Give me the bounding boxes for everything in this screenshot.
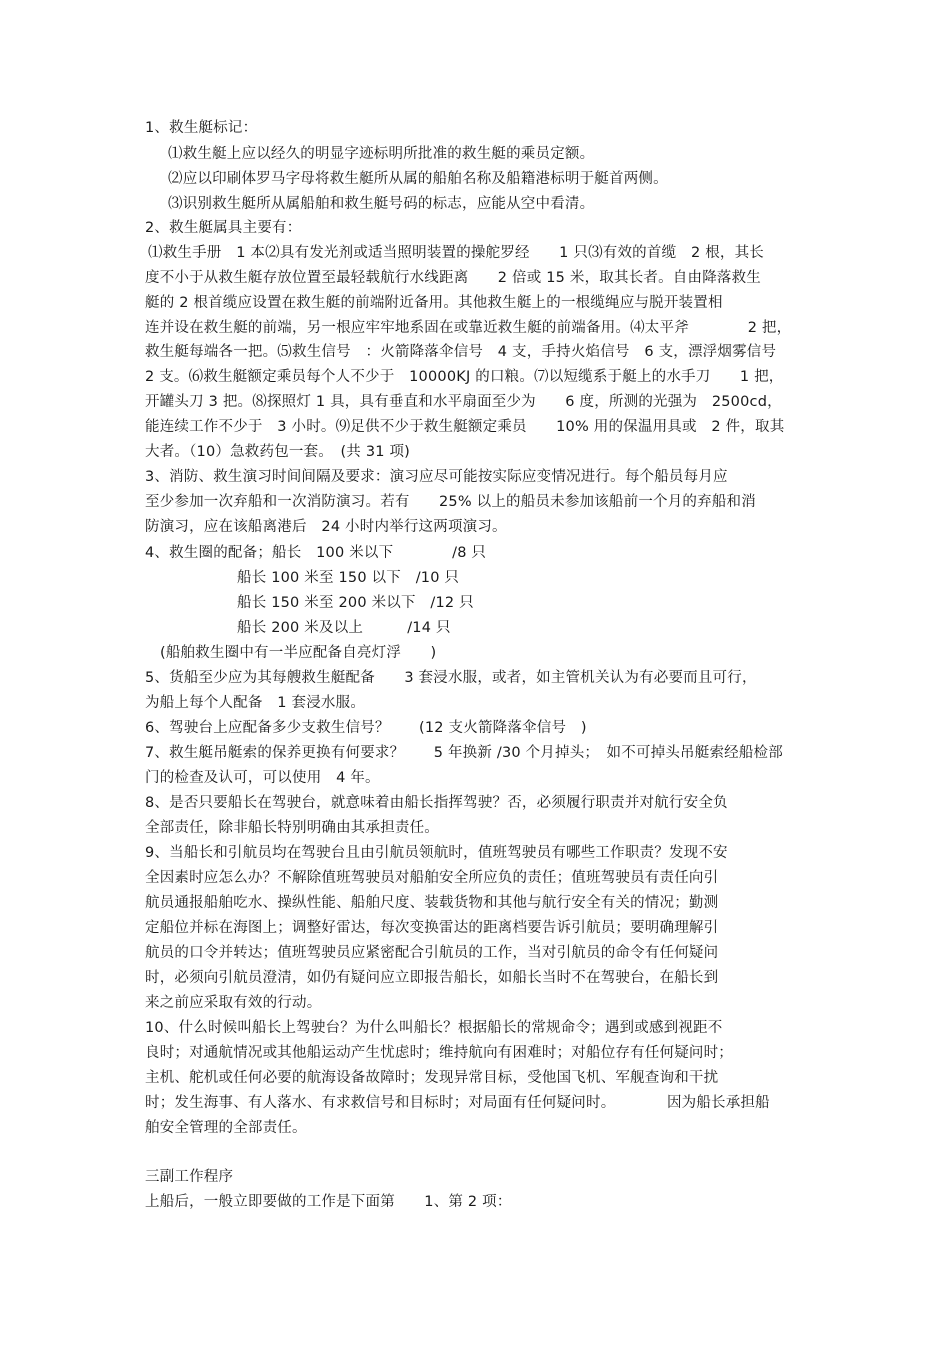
text-line: 能连续工作不少于 3 小时。⑼足供不少于救生艇额定乘员 10% 用的保温用具或 2 件，取其 [145, 419, 785, 435]
text-line: ⑶识别救生艇所从属船舶和救生艇号码的标志，应能从空中看清。 [168, 196, 595, 212]
text-line: 1、救生艇标记： [145, 120, 258, 136]
text-line: 良时；对通航情况或其他船运动产生忧虑时；维持航向有困难时；对船位存有任何疑问时； [145, 1045, 733, 1061]
text-line: ⑴救生艇上应以经久的明显字迹标明所批准的救生艇的乘员定额。 [168, 146, 595, 162]
text-line: 7、救生艇吊艇索的保养更换有何要求？ 5 年换新 /30 个月掉头； 如不可掉头吊艇索经船检部 [145, 745, 783, 761]
text-line: 门的检查及认可，可以使用 4 年。 [145, 770, 380, 786]
text-line: 度不小于从救生艇存放位置至最轻载航行水线距离 2 倍或 15 米，取其长者。自由降落救生 [145, 270, 761, 286]
text-line: 时；发生海事、有人落水、有求救信号和目标时；对局面有任何疑问时。 因为船长承担船 [145, 1095, 770, 1111]
text-line: 来之前应采取有效的行动。 [145, 995, 322, 1011]
text-line: 航员的口令并转达；值班驾驶员应紧密配合引航员的工作，当对引航员的命令有任何疑问 [145, 945, 719, 961]
text-line: 10、什么时候叫船长上驾驶台？为什么叫船长？根据船长的常规命令；遇到或感到视距不 [145, 1020, 723, 1036]
text-line: 时，必须向引航员澄清，如仍有疑问应立即报告船长，如船长当时不在驾驶台，在船长到 [145, 970, 719, 986]
text-line: ⑴救生手册 1 本⑵具有发光剂或适当照明装置的操舵罗经 1 只⑶有效的首缆 2 根，其长 [148, 245, 764, 261]
text-line: 船长 200 米及以上 /14 只 [237, 620, 451, 636]
text-line: 连并设在救生艇的前端，另一根应牢牢地系固在或靠近救生艇的前端备用。⑷太平斧 2 把， [145, 320, 792, 336]
text-line: 为船上每个人配备 1 套浸水服。 [145, 695, 366, 711]
text-line: 艇的 2 根首缆应设置在救生艇的前端附近备用。其他救生艇上的一根缆绳应与脱开装置相 [145, 295, 723, 311]
text-line: 9、当船长和引航员均在驾驶台且由引航员领航时，值班驾驶员有哪些工作职责？发现不安 [145, 845, 728, 861]
text-line: 全因素时应怎么办？不解除值班驾驶员对船舶安全所应负的责任；值班驾驶员有责任向引 [145, 870, 719, 886]
text-line: 救生艇每端各一把。⑸救生信号 ：火箭降落伞信号 4 支，手持火焰信号 6 支，漂浮烟雾信号 [145, 344, 777, 360]
text-line: 4、救生圈的配备；船长 100 米以下 /8 只 [145, 545, 487, 561]
text-line: 8、是否只要船长在驾驶台，就意味着由船长指挥驾驶？否，必须履行职责并对航行安全负 [145, 795, 728, 811]
text-line: 三副工作程序 [145, 1169, 234, 1185]
text-line: 舶安全管理的全部责任。 [145, 1120, 307, 1136]
text-line: 主机、舵机或任何必要的航海设备故障时；发现异常目标，受他国飞机、军舰查询和干扰 [145, 1070, 719, 1086]
text-line: 航员通报船舶吃水、操纵性能、船舶尺度、装载货物和其他与航行安全有关的情况；勤测 [145, 895, 719, 911]
text-line: 防演习，应在该船离港后 24 小时内举行这两项演习。 [145, 519, 507, 535]
text-line: 5、货船至少应为其每艘救生艇配备 3 套浸水服，或者，如主管机关认为有必要而且可行， [145, 670, 757, 686]
text-line: 定船位并标在海图上；调整好雷达，每次变换雷达的距离档要告诉引航员；要明确理解引 [145, 920, 719, 936]
text-line: 开罐头刀 3 把。⑻探照灯 1 具，具有垂直和水平扇面至少为 6 度，所测的光强为 2500cd， [145, 394, 782, 410]
text-line: ⑵应以印刷体罗马字母将救生艇所从属的船舶名称及船籍港标明于艇首两侧。 [168, 171, 668, 187]
text-line: 2、救生艇属具主要有： [145, 220, 302, 236]
text-line: 上船后，一般立即要做的工作是下面第 1、第 2 项： [145, 1194, 512, 1210]
text-line: (船舶救生圈中有一半应配备自亮灯浮 ) [160, 645, 437, 661]
text-line: 3、消防、救生演习时间间隔及要求：演习应尽可能按实际应变情况进行。每个船员每月应 [145, 469, 728, 485]
text-line: 船长 150 米至 200 米以下 /12 只 [237, 595, 474, 611]
text-line: 2 支。⑹救生艇额定乘员每个人不少于 10000KJ 的口粮。⑺以短缆系于艇上的水手刀 1 把， [145, 369, 784, 385]
text-line: 至少参加一次弃船和一次消防演习。若有 25% 以上的船员未参加该船前一个月的弃船和消 [145, 494, 756, 510]
text-line: 船长 100 米至 150 以下 /10 只 [237, 570, 460, 586]
text-line: 6、驾驶台上应配备多少支救生信号？ (12 支火箭降落伞信号 ) [145, 720, 587, 736]
text-line: 全部责任，除非船长特别明确由其承担责任。 [145, 820, 439, 836]
text-line: 大者。（10）急救药包一套。 (共 31 项) [145, 444, 411, 460]
